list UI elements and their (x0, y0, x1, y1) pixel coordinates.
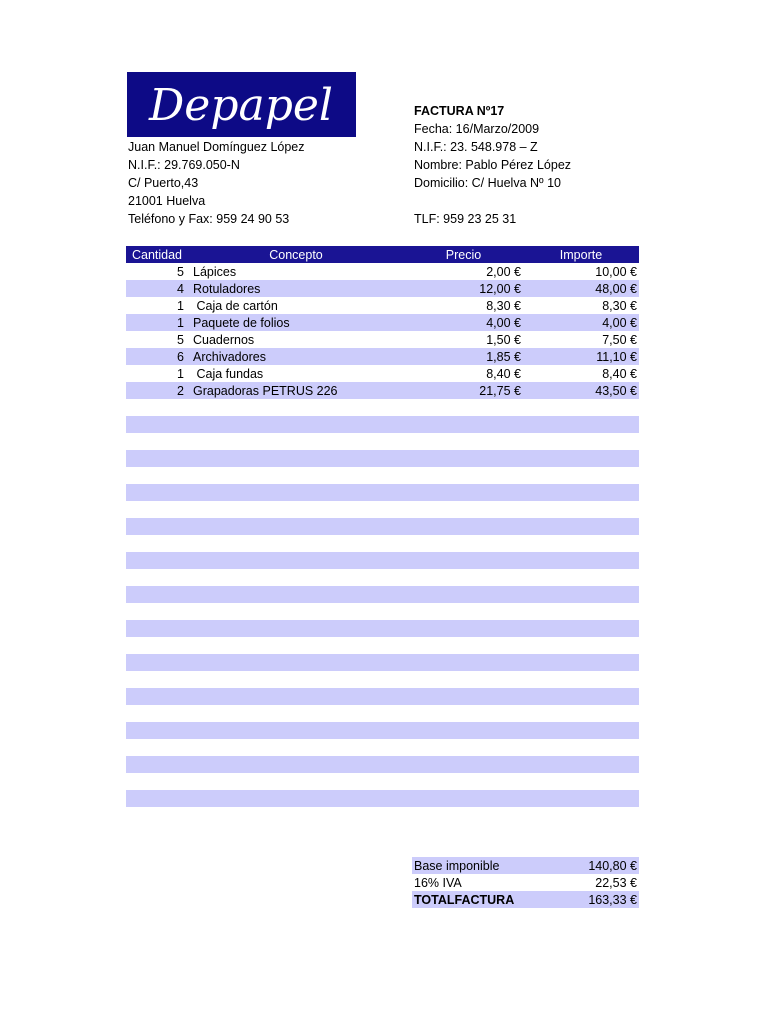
company-logo (127, 72, 356, 137)
cell-price (404, 586, 523, 603)
table-row (126, 603, 639, 620)
cell-quantity (126, 467, 188, 484)
table-row (126, 654, 639, 671)
cell-amount (523, 467, 639, 484)
cell-quantity (126, 603, 188, 620)
table-row (126, 280, 639, 297)
cell-amount: 8,30 € (602, 298, 637, 313)
seller-nif: N.I.F.: 29.769.050-N (128, 158, 240, 172)
table-row (126, 501, 639, 518)
logo-graphic (127, 72, 356, 137)
cell-amount (523, 501, 639, 518)
cell-concept (188, 501, 404, 518)
cell-amount (523, 399, 639, 416)
table-row (126, 807, 639, 824)
cell-concept: Grapadoras PETRUS 226 (188, 382, 404, 399)
cell-price: 2,00 € (486, 264, 521, 279)
table-header-row (126, 246, 639, 263)
cell-price (404, 654, 523, 671)
invoice-date: Fecha: 16/Marzo/2009 (414, 122, 540, 136)
items-table (126, 246, 639, 824)
cell-quantity (126, 433, 188, 450)
customer-address: Domicilio: C/ Huelva Nº 10 (414, 176, 561, 190)
table-row (126, 637, 639, 654)
cell-price (404, 722, 523, 739)
totals-value: 163,33 € (562, 891, 639, 908)
cell-price (404, 620, 523, 637)
cell-concept (188, 637, 404, 654)
cell-amount (523, 603, 639, 620)
cell-quantity (126, 450, 188, 467)
cell-quantity (126, 399, 188, 416)
cell-amount: 11,10 € (523, 348, 639, 365)
cell-concept: Paquete de folios (188, 314, 404, 331)
cell-amount (523, 552, 639, 569)
cell-amount: 7,50 € (602, 332, 637, 347)
table-row (126, 688, 639, 705)
cell-concept (188, 620, 404, 637)
cell-price (404, 467, 523, 484)
cell-quantity: 5 (177, 264, 184, 279)
table-row (126, 314, 639, 331)
header-price: Precio (404, 246, 523, 263)
cell-amount (523, 518, 639, 535)
cell-price (404, 739, 523, 756)
cell-concept (188, 552, 404, 569)
cell-quantity: 6 (126, 348, 188, 365)
cell-quantity (126, 739, 188, 756)
cell-amount (523, 450, 639, 467)
cell-concept (188, 416, 404, 433)
cell-price (404, 807, 523, 824)
cell-amount (523, 637, 639, 654)
cell-price (404, 433, 523, 450)
cell-quantity (126, 416, 188, 433)
cell-quantity (126, 484, 188, 501)
cell-amount (523, 705, 639, 722)
cell-quantity (126, 586, 188, 603)
cell-amount (523, 433, 639, 450)
table-row (126, 297, 639, 314)
table-row (126, 399, 639, 416)
cell-amount (523, 756, 639, 773)
cell-quantity (126, 790, 188, 807)
cell-price (404, 688, 523, 705)
cell-amount: 48,00 € (523, 280, 639, 297)
cell-quantity (126, 722, 188, 739)
cell-concept (188, 399, 404, 416)
cell-concept (188, 739, 404, 756)
cell-concept (188, 433, 404, 450)
items-body (126, 263, 639, 824)
cell-concept: Archivadores (188, 348, 404, 365)
cell-quantity (126, 688, 188, 705)
cell-amount (523, 586, 639, 603)
cell-price (404, 705, 523, 722)
cell-price (404, 603, 523, 620)
table-row (126, 552, 639, 569)
cell-quantity (126, 773, 188, 790)
cell-quantity (126, 756, 188, 773)
table-row (126, 756, 639, 773)
cell-concept (188, 654, 404, 671)
table-row (126, 450, 639, 467)
cell-price (404, 637, 523, 654)
cell-concept: Rotuladores (188, 280, 404, 297)
cell-price (404, 450, 523, 467)
seller-phone: Teléfono y Fax: 959 24 90 53 (128, 212, 290, 226)
cell-quantity (126, 620, 188, 637)
cell-price: 1,50 € (486, 332, 521, 347)
customer-phone: TLF: 959 23 25 31 (414, 212, 517, 226)
cell-concept (188, 671, 404, 688)
cell-amount: 4,00 € (523, 314, 639, 331)
cell-price (404, 552, 523, 569)
customer-name: Nombre: Pablo Pérez López (414, 158, 572, 172)
table-row (126, 518, 639, 535)
cell-price (404, 484, 523, 501)
cell-price: 4,00 € (404, 314, 523, 331)
cell-concept (188, 518, 404, 535)
table-row (126, 620, 639, 637)
cell-quantity (126, 518, 188, 535)
cell-concept: Caja de cartón (193, 298, 278, 313)
table-row (126, 416, 639, 433)
cell-quantity: 2 (126, 382, 188, 399)
cell-price (404, 756, 523, 773)
cell-amount (523, 790, 639, 807)
invoice-title: FACTURA Nº17 (414, 104, 505, 118)
cell-concept (188, 603, 404, 620)
cell-concept (188, 484, 404, 501)
cell-quantity (126, 637, 188, 654)
cell-quantity: 1 (126, 314, 188, 331)
seller-city: 21001 Huelva (128, 194, 206, 208)
cell-quantity (126, 654, 188, 671)
logo-text: Depapel (149, 80, 333, 131)
cell-concept (188, 467, 404, 484)
cell-amount (523, 484, 639, 501)
seller-address: C/ Puerto,43 (128, 176, 199, 190)
totals-row (412, 891, 639, 908)
totals-row (412, 874, 639, 891)
totals-label: Base imponible (412, 857, 562, 874)
cell-quantity: 1 (177, 298, 184, 313)
cell-quantity (126, 807, 188, 824)
cell-amount (523, 416, 639, 433)
table-row (126, 484, 639, 501)
table-row (126, 382, 639, 399)
cell-price (404, 773, 523, 790)
cell-price: 8,40 € (486, 366, 521, 381)
cell-price (404, 416, 523, 433)
cell-concept (188, 722, 404, 739)
table-row (126, 705, 639, 722)
cell-concept (188, 756, 404, 773)
cell-price (404, 518, 523, 535)
header-quantity: Cantidad (126, 246, 188, 263)
cell-concept (188, 773, 404, 790)
cell-amount (523, 807, 639, 824)
cell-concept (188, 586, 404, 603)
cell-concept (188, 688, 404, 705)
cell-concept (188, 569, 404, 586)
cell-amount: 43,50 € (523, 382, 639, 399)
cell-concept: Cuadernos (193, 332, 255, 347)
table-row (126, 739, 639, 756)
cell-price: 1,85 € (404, 348, 523, 365)
table-row (126, 348, 639, 365)
cell-price (404, 399, 523, 416)
totals-value: 22,53 € (595, 875, 637, 890)
cell-quantity: 4 (126, 280, 188, 297)
cell-price: 21,75 € (404, 382, 523, 399)
table-row (126, 722, 639, 739)
cell-quantity (126, 569, 188, 586)
table-row (126, 467, 639, 484)
cell-price: 12,00 € (404, 280, 523, 297)
cell-price (404, 569, 523, 586)
cell-concept (188, 705, 404, 722)
totals-body (412, 857, 639, 908)
cell-quantity (126, 501, 188, 518)
cell-amount (523, 535, 639, 552)
table-row (126, 569, 639, 586)
cell-amount (523, 654, 639, 671)
cell-quantity: 1 (177, 366, 184, 381)
cell-price: 8,30 € (486, 298, 521, 313)
cell-concept: Caja fundas (193, 366, 264, 381)
table-row (126, 790, 639, 807)
cell-quantity (126, 535, 188, 552)
cell-amount (523, 688, 639, 705)
cell-quantity (126, 705, 188, 722)
header-amount: Importe (523, 246, 639, 263)
cell-quantity (126, 671, 188, 688)
cell-amount (523, 773, 639, 790)
totals-label: TOTALFACTURA (412, 891, 562, 908)
cell-quantity (126, 552, 188, 569)
cell-concept: Lápices (193, 264, 237, 279)
cell-price (404, 535, 523, 552)
cell-price (404, 501, 523, 518)
cell-price (404, 790, 523, 807)
table-row (126, 331, 639, 348)
table-row (126, 671, 639, 688)
totals-row (412, 857, 639, 874)
customer-nif: N.I.F.: 23. 548.978 – Z (414, 140, 538, 154)
seller-name: Juan Manuel Domínguez López (128, 140, 305, 154)
cell-amount (523, 739, 639, 756)
table-row (126, 586, 639, 603)
cell-amount (523, 569, 639, 586)
header-concept: Concepto (188, 246, 404, 263)
cell-amount (523, 671, 639, 688)
totals-table (412, 857, 639, 908)
table-row (126, 263, 639, 280)
totals-label: 16% IVA (414, 875, 462, 890)
cell-concept (188, 450, 404, 467)
table-row (126, 535, 639, 552)
cell-quantity: 5 (177, 332, 184, 347)
cell-amount (523, 620, 639, 637)
cell-concept (188, 790, 404, 807)
totals-value: 140,80 € (562, 857, 639, 874)
cell-amount: 10,00 € (595, 264, 637, 279)
cell-concept (188, 535, 404, 552)
table-row (126, 433, 639, 450)
cell-price (404, 671, 523, 688)
cell-concept (188, 807, 404, 824)
cell-amount (523, 722, 639, 739)
table-row (126, 365, 639, 382)
table-row (126, 773, 639, 790)
cell-amount: 8,40 € (602, 366, 637, 381)
